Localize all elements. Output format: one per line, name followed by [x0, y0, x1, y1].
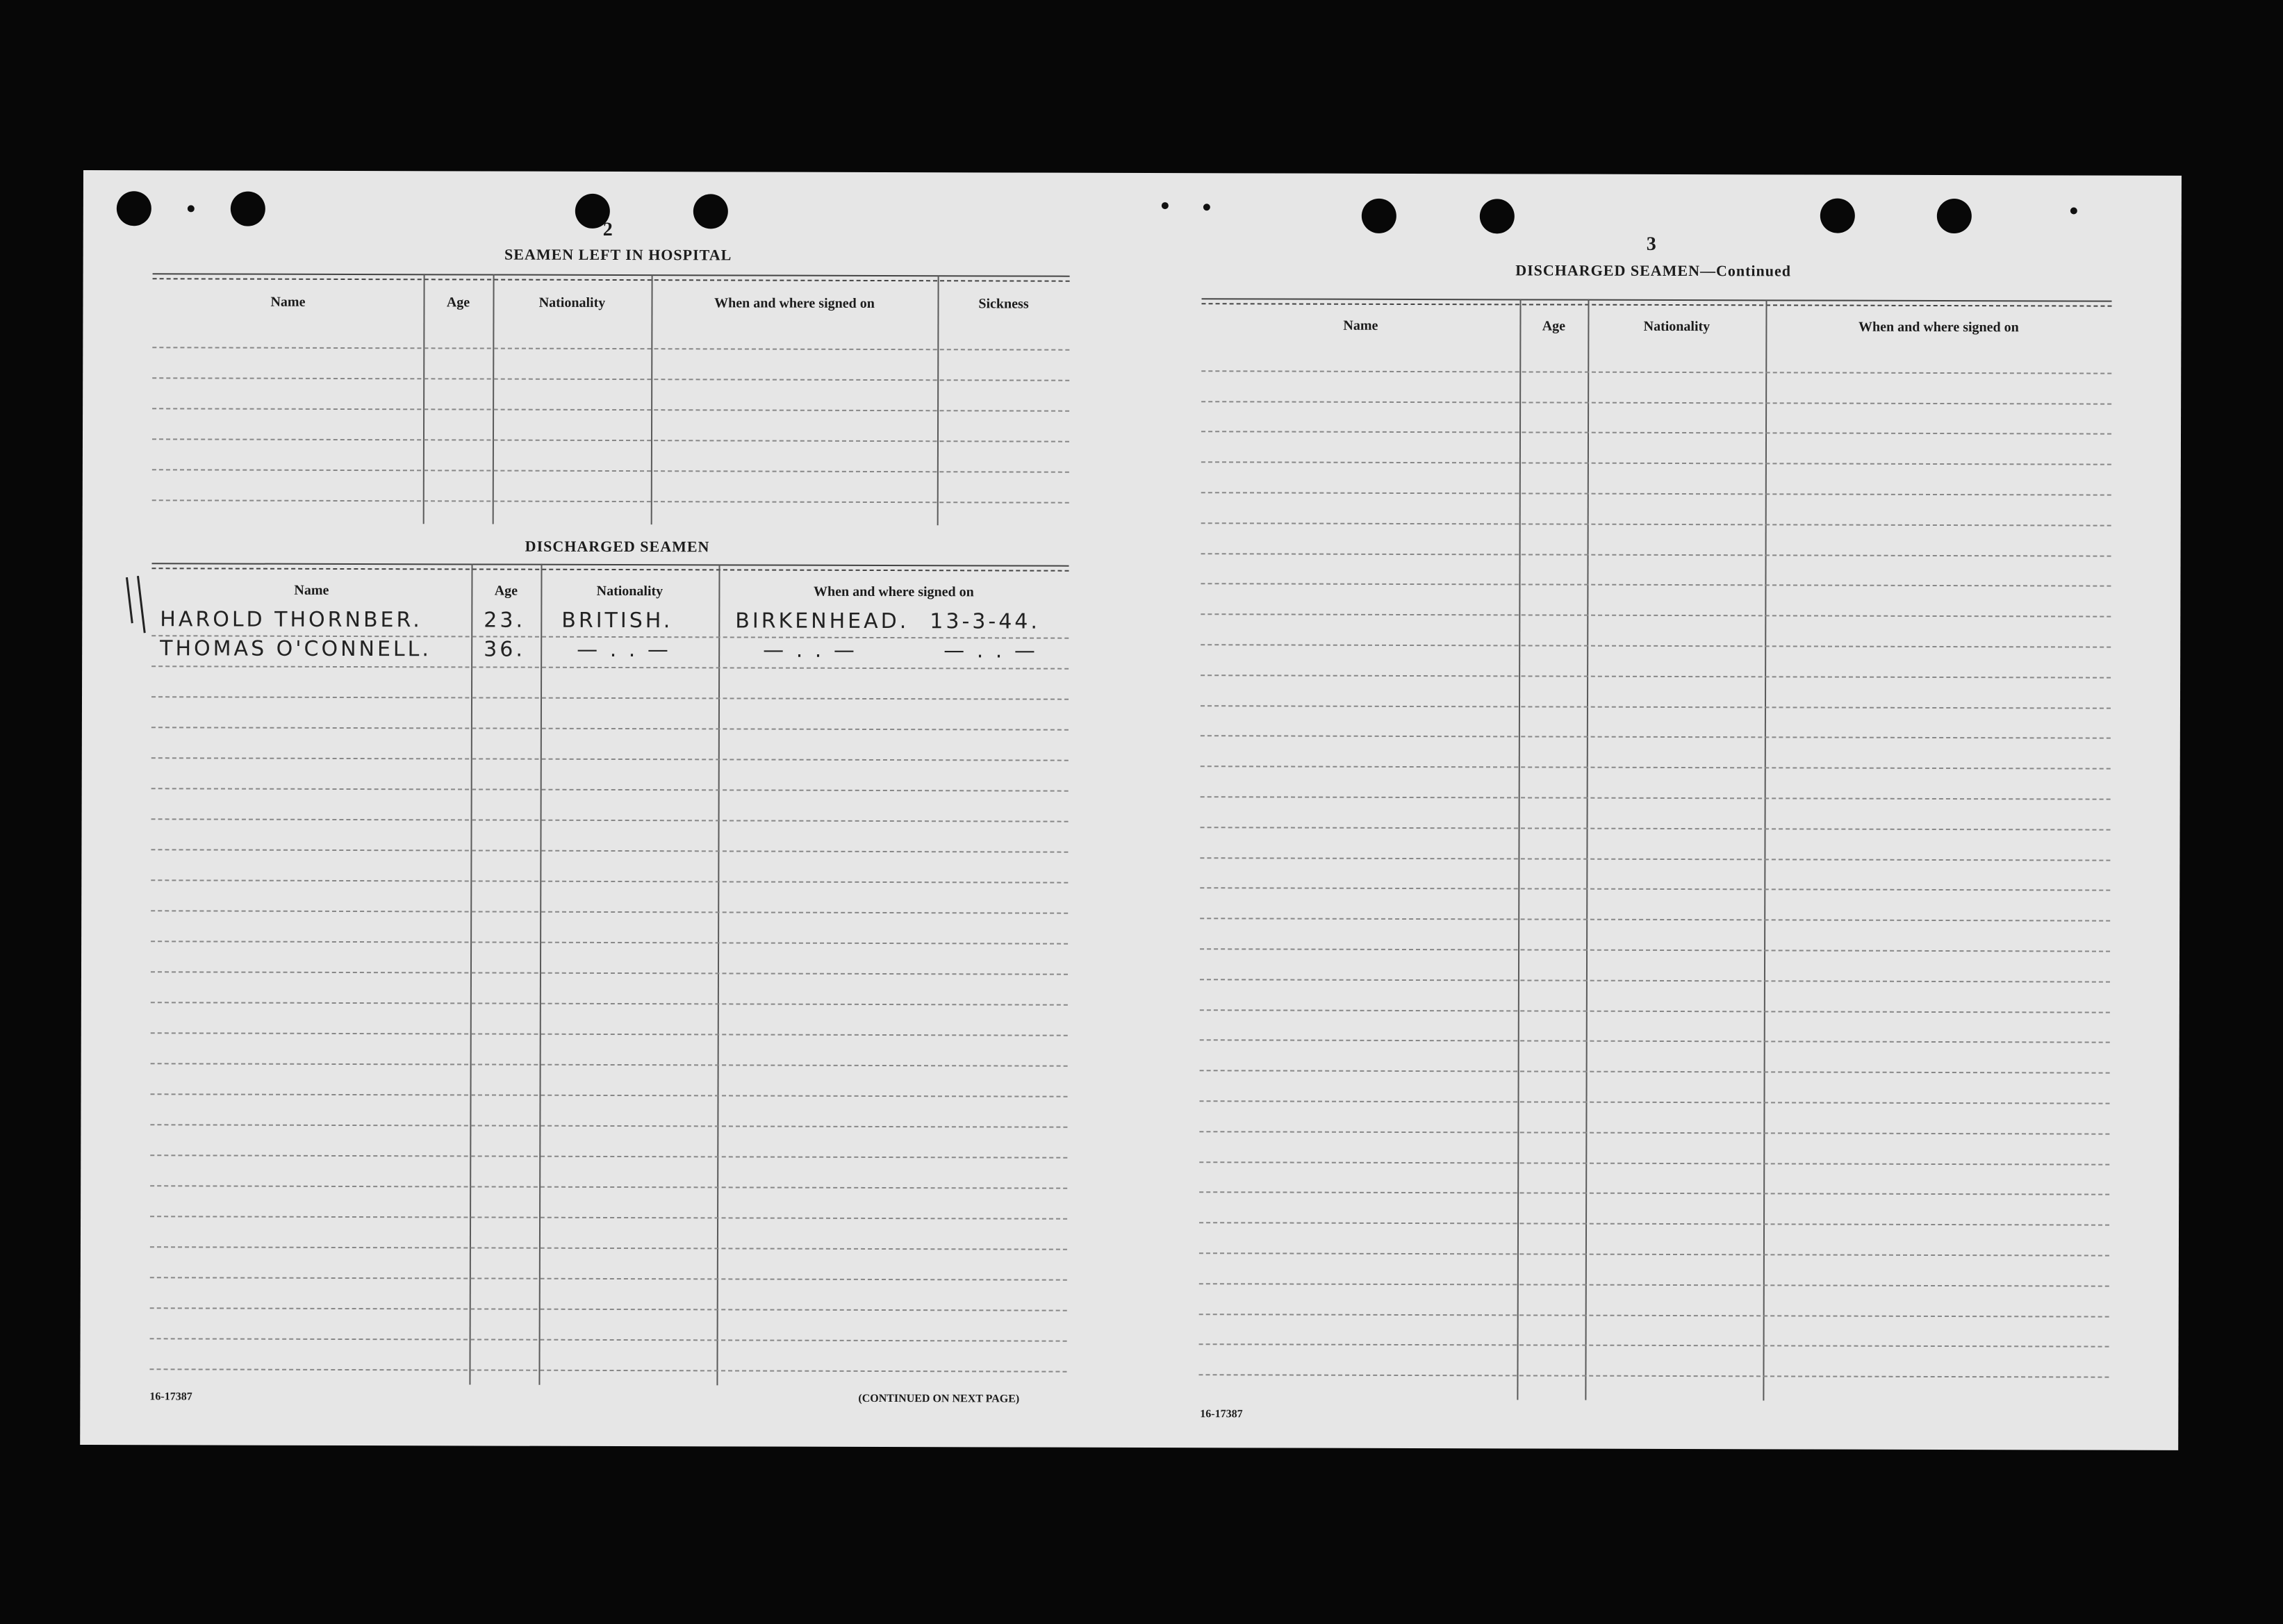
col-header-nationality: Nationality: [596, 583, 664, 599]
col-header-age: Age: [446, 295, 470, 310]
right-discharged-table: [1198, 298, 2111, 1401]
punch-hole: [231, 192, 265, 226]
punch-hole: [1480, 199, 1515, 233]
left-form-number: 16-17387: [149, 1391, 192, 1403]
col-header-name: Name: [294, 582, 329, 598]
ink-dot: [188, 205, 195, 212]
punch-hole: [117, 191, 151, 226]
entry-date: 13-3-44.: [930, 609, 1040, 634]
entry-age: 36.: [484, 637, 525, 662]
discharged-rows: [149, 606, 1069, 1372]
right-section-title: DISCHARGED SEAMEN—Continued: [1515, 261, 1792, 280]
col-header-name: Name: [1343, 317, 1378, 333]
col-header-sickness: Sickness: [978, 296, 1029, 312]
entry-place: BIRKENHEAD.: [735, 608, 909, 634]
ink-dot: [2070, 207, 2077, 214]
col-header-signed-on: When and where signed on: [1858, 319, 2019, 335]
right-form-number: 16-17387: [1200, 1408, 1243, 1420]
col-header-age: Age: [494, 583, 518, 599]
col-header-name: Name: [270, 294, 306, 310]
col-header-nationality: Nationality: [538, 295, 606, 310]
entry-name: HAROLD THORNBER.: [160, 607, 422, 633]
col-header-age: Age: [1542, 318, 1566, 334]
right-rows: [1198, 341, 2111, 1378]
hospital-rows: [152, 317, 1070, 503]
right-page-number: 3: [1646, 233, 1656, 255]
hospital-section-title: SEAMEN LEFT IN HOSPITAL: [504, 245, 732, 264]
entry-place: — . . —: [763, 638, 857, 663]
punch-hole: [1937, 199, 1972, 233]
ink-dot: [1162, 202, 1169, 209]
continued-note: (CONTINUED ON NEXT PAGE): [858, 1392, 1020, 1405]
entry-nationality: BRITISH.: [561, 608, 673, 633]
document-sheet: [80, 170, 2182, 1450]
punch-hole: [693, 194, 728, 229]
entry-date: — . . —: [943, 638, 1038, 663]
discharged-table: [149, 563, 1069, 1386]
ink-dot: [1203, 204, 1210, 210]
col-header-signed-on: When and where signed on: [714, 295, 875, 311]
tally-marks: [121, 574, 156, 637]
left-page-number: 2: [602, 218, 613, 240]
discharged-section-title: DISCHARGED SEAMEN: [525, 537, 710, 556]
entry-age: 23.: [484, 608, 526, 633]
col-header-nationality: Nationality: [1643, 318, 1711, 335]
punch-hole: [1820, 199, 1855, 233]
entry-nationality: — . . —: [577, 637, 671, 663]
punch-hole: [1362, 199, 1396, 233]
entry-name: THOMAS O'CONNELL.: [160, 636, 431, 662]
hospital-table: [152, 273, 1070, 525]
col-header-signed-on: When and where signed on: [813, 583, 974, 600]
